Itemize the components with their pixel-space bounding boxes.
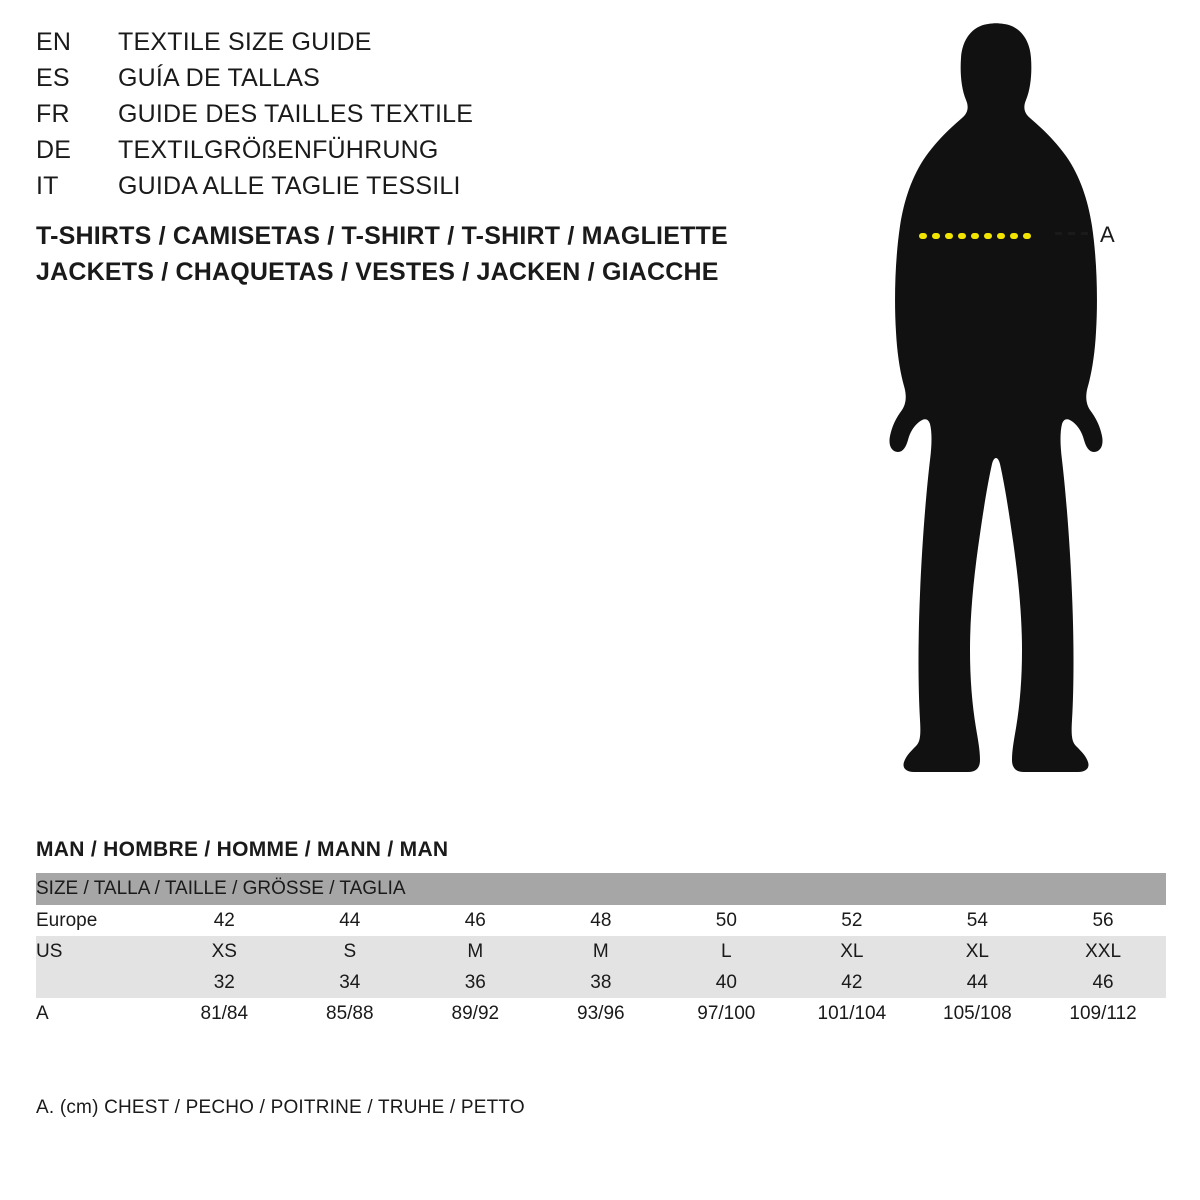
- language-list: [36, 28, 736, 208]
- language-row: [36, 172, 736, 208]
- cell-value: 89/92: [413, 998, 539, 1029]
- row-label: A: [36, 998, 162, 1029]
- language-code: DE: [36, 136, 72, 164]
- cell-value: 101/104: [789, 998, 915, 1029]
- language-code: IT: [36, 172, 59, 200]
- cell-value: 44: [287, 905, 413, 936]
- cell-value: 93/96: [538, 998, 664, 1029]
- language-row: [36, 136, 736, 172]
- table-group-title: MAN / HOMBRE / HOMME / MANN / MAN: [36, 838, 449, 861]
- cell-value: L: [664, 936, 790, 967]
- cell-value: XXL: [1040, 936, 1166, 967]
- size-table-section: [36, 838, 1166, 1029]
- language-row: [36, 64, 736, 100]
- cell-value: M: [413, 936, 539, 967]
- cell-value: 34: [287, 967, 413, 998]
- cell-value: 109/112: [1040, 998, 1166, 1029]
- language-row: [36, 28, 736, 64]
- table-row: [36, 936, 1166, 967]
- language-text: GUÍA DE TALLAS: [118, 64, 320, 92]
- cell-value: XL: [915, 936, 1041, 967]
- cell-value: 44: [915, 967, 1041, 998]
- language-text: TEXTILE SIZE GUIDE: [118, 28, 372, 56]
- language-text: GUIDA ALLE TAGLIE TESSILI: [118, 172, 461, 200]
- row-label: [36, 967, 162, 998]
- cell-value: XL: [789, 936, 915, 967]
- measure-label-a: A: [1100, 222, 1115, 247]
- language-code: FR: [36, 100, 70, 128]
- table-row: [36, 998, 1166, 1029]
- cell-value: M: [538, 936, 664, 967]
- language-text: GUIDE DES TAILLES TEXTILE: [118, 100, 474, 128]
- table-row: [36, 967, 1166, 998]
- cell-value: 97/100: [664, 998, 790, 1029]
- cell-value: 42: [162, 905, 288, 936]
- cell-value: 40: [664, 967, 790, 998]
- cell-value: 46: [1040, 967, 1166, 998]
- table-row: [36, 905, 1166, 936]
- language-text: TEXTILGRÖßENFÜHRUNG: [118, 136, 439, 164]
- language-code: EN: [36, 28, 72, 56]
- language-row: [36, 100, 736, 136]
- cell-value: 46: [413, 905, 539, 936]
- category-tshirts: T-SHIRTS / CAMISETAS / T-SHIRT / T-SHIRT / MAGLIETTE: [36, 222, 728, 250]
- table-header-row: [36, 873, 1166, 905]
- category-jackets: JACKETS / CHAQUETAS / VESTES / JACKEN / GIACCHE: [36, 258, 719, 286]
- size-table: [36, 873, 1166, 1029]
- table-header-label: SIZE / TALLA / TAILLE / GRÖSSE / TAGLIA: [36, 873, 1166, 905]
- cell-value: 54: [915, 905, 1041, 936]
- language-code: ES: [36, 64, 70, 92]
- cell-value: 48: [538, 905, 664, 936]
- cell-value: 52: [789, 905, 915, 936]
- measure-leader-dashes: [1055, 232, 1093, 235]
- cell-value: 38: [538, 967, 664, 998]
- cell-value: 50: [664, 905, 790, 936]
- cell-value: 56: [1040, 905, 1166, 936]
- body-silhouette-figure: [840, 14, 1170, 794]
- row-label: Europe: [36, 905, 162, 936]
- cell-value: 81/84: [162, 998, 288, 1029]
- cell-value: 85/88: [287, 998, 413, 1029]
- cell-value: 36: [413, 967, 539, 998]
- cell-value: 105/108: [915, 998, 1041, 1029]
- category-headings: [36, 222, 796, 294]
- footnote-chest: A. (cm) CHEST / PECHO / POITRINE / TRUHE / PETTO: [36, 1097, 525, 1118]
- cell-value: 32: [162, 967, 288, 998]
- cell-value: S: [287, 936, 413, 967]
- cell-value: 42: [789, 967, 915, 998]
- row-label: US: [36, 936, 162, 967]
- cell-value: XS: [162, 936, 288, 967]
- male-silhouette-icon: [840, 14, 1170, 794]
